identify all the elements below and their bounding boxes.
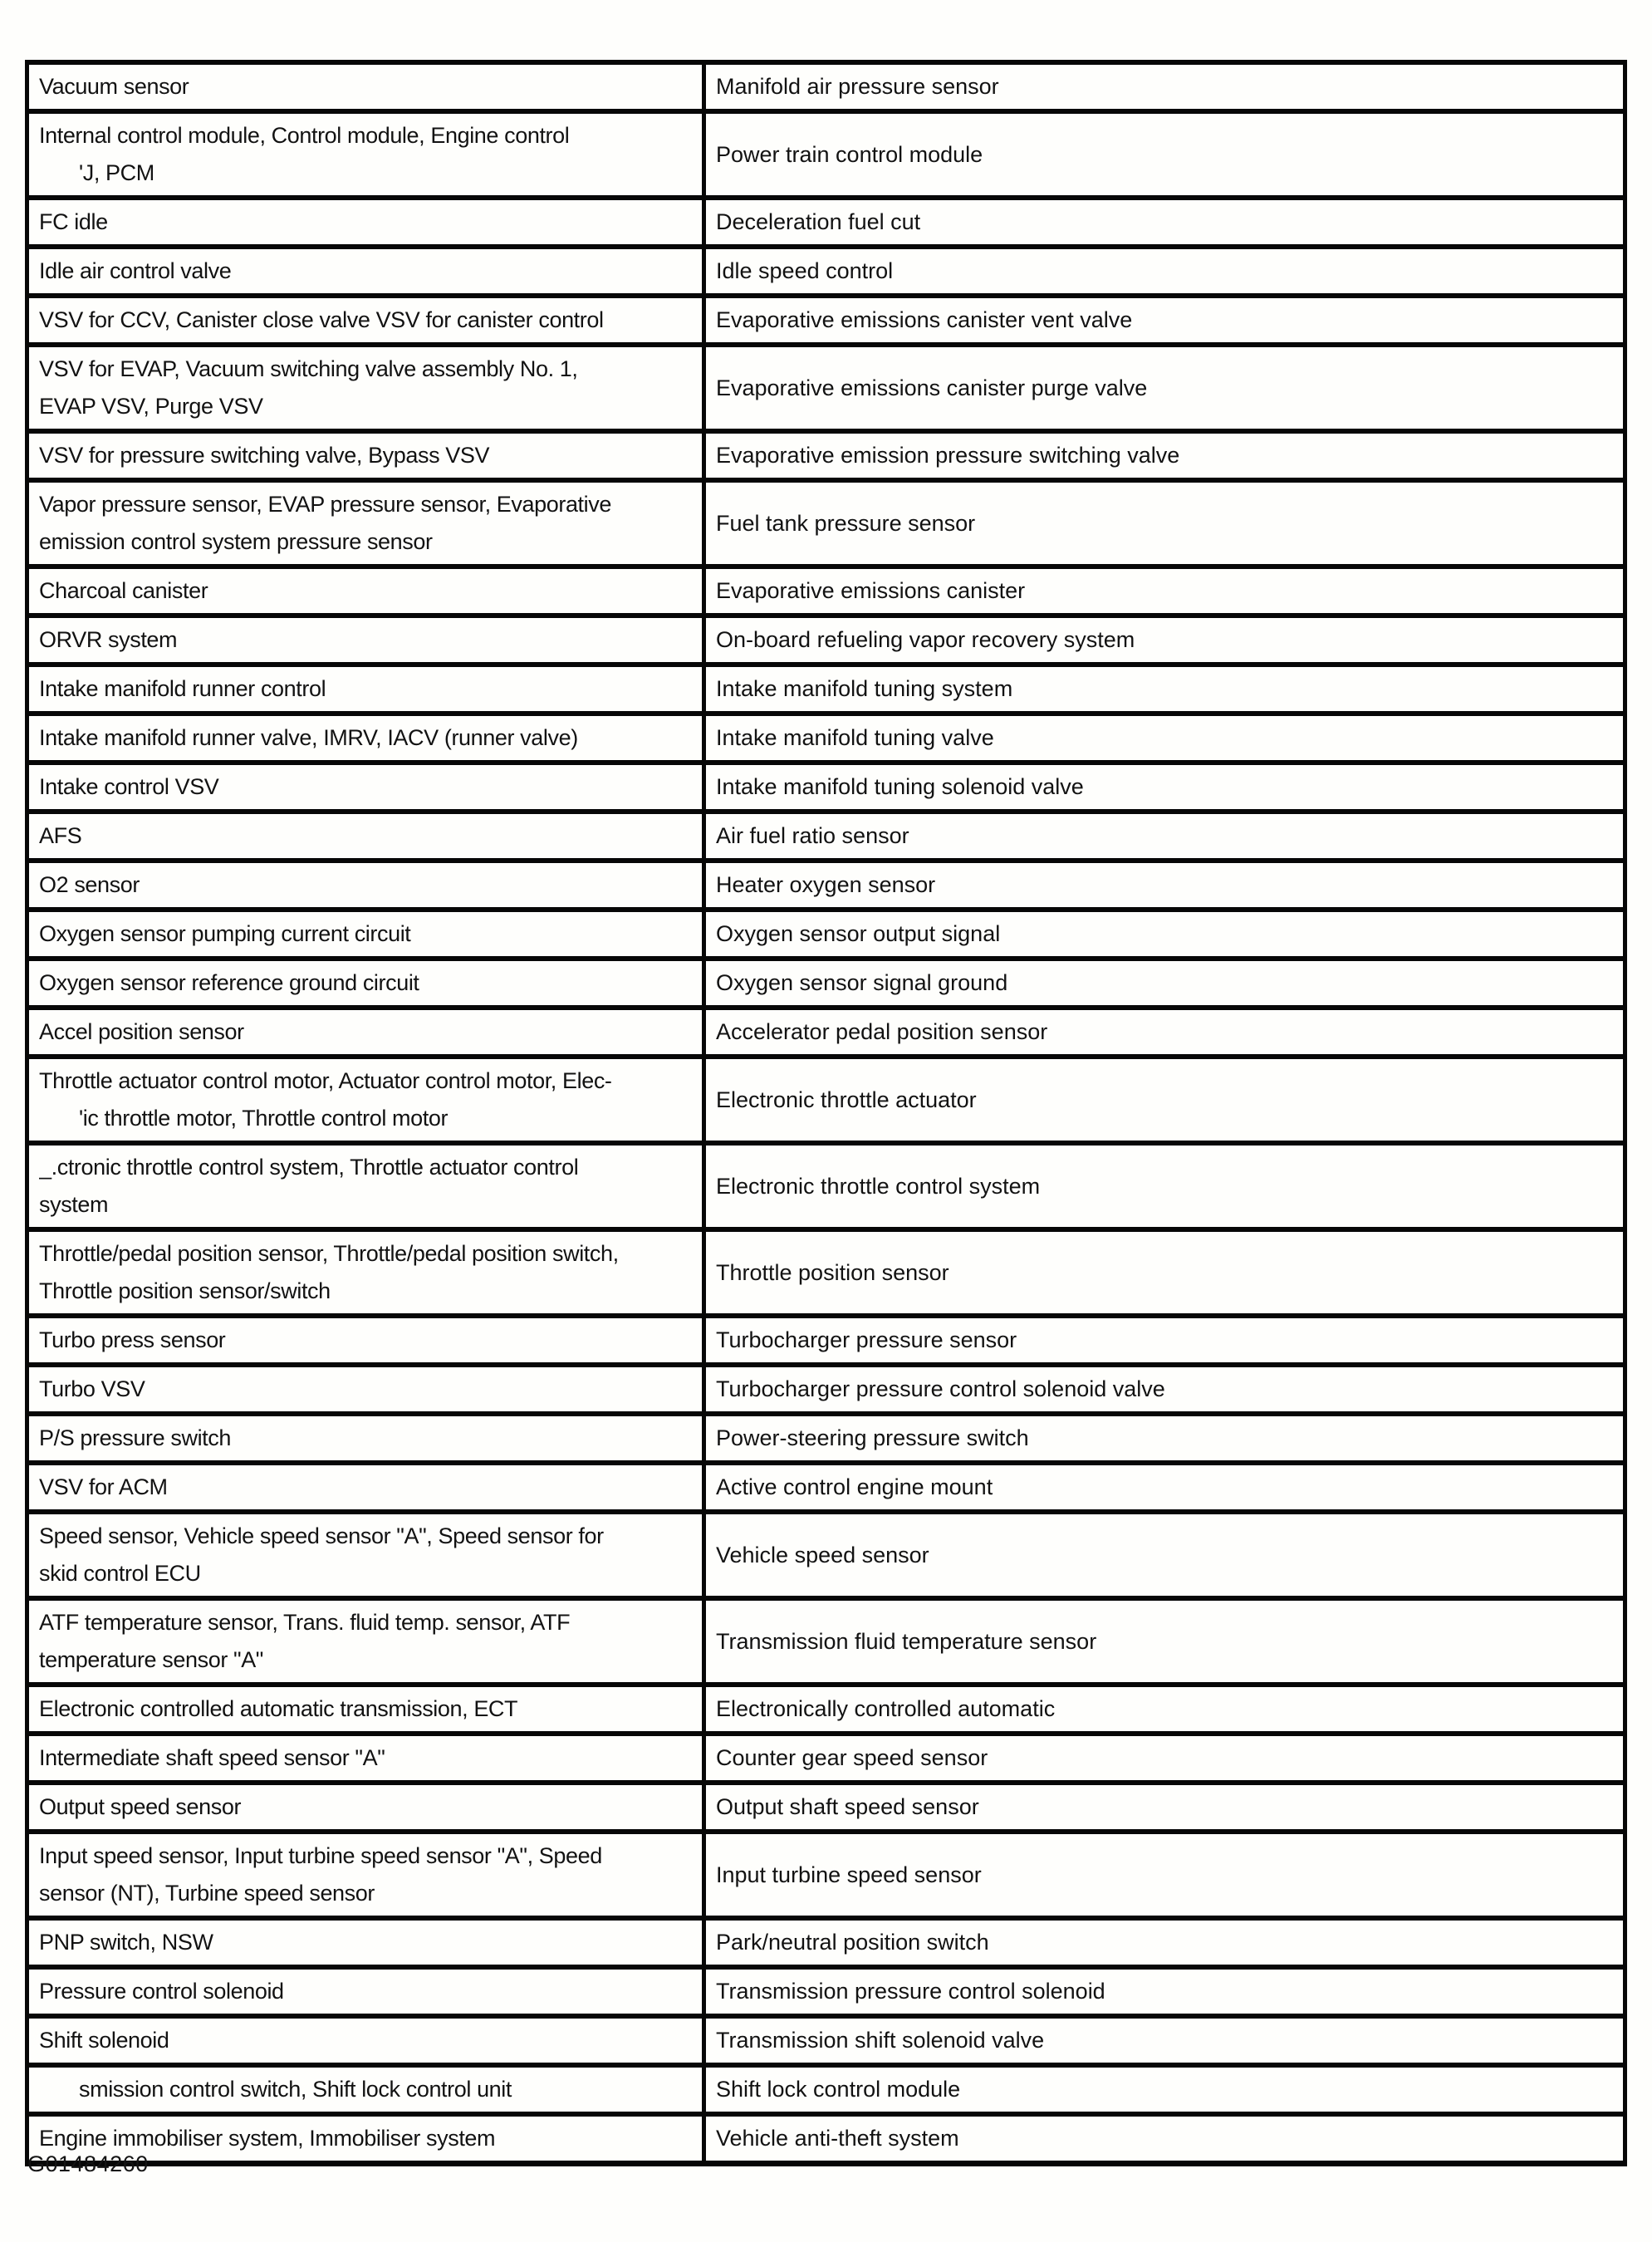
standard-term-cell — [706, 2019, 1623, 2063]
alternate-term-cell — [29, 1514, 706, 1596]
term-line: Oxygen sensor signal ground — [716, 970, 1008, 995]
table-row — [29, 618, 1623, 667]
term-line: Fuel tank pressure sensor — [716, 510, 976, 536]
alternate-term-cell — [29, 114, 706, 195]
term-line: Transmission shift solenoid valve — [716, 2028, 1045, 2053]
table-row — [29, 200, 1623, 249]
term-line: Evaporative emissions canister purge valve — [716, 375, 1148, 400]
term-line: Throttle actuator control motor, Actuator control motor, Elec- — [39, 1068, 612, 1093]
term-line: Intake manifold runner control — [39, 676, 326, 701]
term-line: FC idle — [39, 209, 108, 234]
alternate-term-cell — [29, 1687, 706, 1731]
term-line: Accelerator pedal position sensor — [716, 1019, 1048, 1044]
term-line: Power train control module — [716, 141, 983, 167]
alternate-term-cell — [29, 1736, 706, 1780]
term-line: PNP switch, NSW — [39, 1930, 213, 1955]
table-row — [29, 569, 1623, 618]
alternate-term-cell — [29, 1318, 706, 1362]
term-line: Output speed sensor — [39, 1794, 242, 1819]
figure-code: G01484260 — [27, 2151, 149, 2176]
table-row — [29, 1601, 1623, 1687]
term-line: Vehicle speed sensor — [716, 1542, 929, 1567]
alternate-term-cell — [29, 2019, 706, 2063]
term-line: Park/neutral position switch — [716, 1930, 989, 1955]
term-line: Turbocharger pressure sensor — [716, 1327, 1017, 1352]
term-line: Output shaft speed sensor — [716, 1794, 979, 1819]
alternate-term-cell — [29, 912, 706, 956]
alternate-term-cell — [29, 569, 706, 613]
term-line: Vehicle anti-theft system — [716, 2126, 959, 2151]
standard-term-cell — [706, 716, 1623, 760]
term-line: Turbo press sensor — [39, 1327, 226, 1352]
alternate-term-cell — [29, 961, 706, 1005]
term-line: temperature sensor "A" — [39, 1647, 263, 1672]
term-line: O2 sensor — [39, 872, 140, 897]
alternate-term-cell — [29, 1834, 706, 1916]
term-line: Active control engine mount — [716, 1474, 993, 1499]
standard-term-cell — [706, 1146, 1623, 1227]
term-line: Oxygen sensor pumping current circuit — [39, 921, 411, 946]
term-line: sensor (NT), Turbine speed sensor — [39, 1881, 375, 1906]
standard-term-cell — [706, 1970, 1623, 2014]
term-line: Input turbine speed sensor — [716, 1862, 982, 1887]
table-row — [29, 1921, 1623, 1970]
table-row — [29, 1146, 1623, 1232]
term-line: _.ctronic throttle control system, Throttle actuator control — [39, 1155, 579, 1180]
term-line: Intake manifold tuning system — [716, 676, 1013, 701]
term-line: Electronic throttle actuator — [716, 1087, 977, 1112]
term-line: Throttle/pedal position sensor, Throttle/pedal position switch, — [39, 1241, 619, 1266]
table-row — [29, 814, 1623, 863]
term-line: Deceleration fuel cut — [716, 209, 921, 234]
table-row — [29, 65, 1623, 114]
term-line: Heater oxygen sensor — [716, 872, 936, 897]
term-line: Turbo VSV — [39, 1376, 145, 1401]
term-line: Intake manifold runner valve, IMRV, IACV (runner valve) — [39, 725, 578, 750]
term-line: EVAP VSV, Purge VSV — [39, 394, 263, 419]
term-line: Intake manifold tuning valve — [716, 725, 994, 750]
standard-term-cell — [706, 1367, 1623, 1411]
standard-term-cell — [706, 1232, 1623, 1313]
alternate-term-cell — [29, 618, 706, 662]
term-line: emission control system pressure sensor — [39, 529, 433, 554]
term-line: Turbocharger pressure control solenoid valve — [716, 1376, 1165, 1401]
alternate-term-cell — [29, 483, 706, 564]
table-row — [29, 1687, 1623, 1736]
standard-term-cell — [706, 667, 1623, 711]
alternate-term-cell — [29, 200, 706, 244]
table-row — [29, 1736, 1623, 1785]
term-line: VSV for pressure switching valve, Bypass VSV — [39, 443, 490, 468]
term-line: Evaporative emission pressure switching valve — [716, 443, 1180, 468]
term-line: Shift solenoid — [39, 2028, 169, 2053]
alternate-term-cell — [29, 347, 706, 429]
standard-term-cell — [706, 298, 1623, 342]
standard-term-cell — [706, 249, 1623, 293]
alternate-term-cell — [29, 1232, 706, 1313]
term-line: Counter gear speed sensor — [716, 1745, 988, 1770]
standard-term-cell — [706, 1687, 1623, 1731]
standard-term-cell — [706, 765, 1623, 809]
table-row — [29, 1514, 1623, 1601]
term-line: Input speed sensor, Input turbine speed sensor "A", Speed — [39, 1843, 602, 1868]
standard-term-cell — [706, 347, 1623, 429]
standard-term-cell — [706, 114, 1623, 195]
table-row — [29, 2117, 1623, 2161]
term-line: Internal control module, Control module, Engine control — [39, 123, 570, 148]
term-line: Oxygen sensor reference ground circuit — [39, 970, 419, 995]
term-line: Speed sensor, Vehicle speed sensor "A", Speed sensor for — [39, 1523, 604, 1548]
alternate-term-cell — [29, 65, 706, 109]
alternate-term-cell — [29, 765, 706, 809]
term-line: On-board refueling vapor recovery system — [716, 627, 1135, 652]
standard-term-cell — [706, 1601, 1623, 1682]
term-line: VSV for ACM — [39, 1474, 168, 1499]
table-row — [29, 249, 1623, 298]
standard-term-cell — [706, 1514, 1623, 1596]
standard-term-cell — [706, 65, 1623, 109]
alternate-term-cell — [29, 814, 706, 858]
term-line: 'J, PCM — [79, 160, 154, 185]
term-line: Throttle position sensor — [716, 1259, 949, 1285]
standard-term-cell — [706, 1318, 1623, 1362]
standard-term-cell — [706, 1059, 1623, 1141]
term-line: Engine immobiliser system, Immobiliser system — [39, 2126, 496, 2151]
table-row — [29, 1834, 1623, 1921]
table-row — [29, 2019, 1623, 2068]
term-line: Intake control VSV — [39, 774, 219, 799]
table-row — [29, 1465, 1623, 1514]
table-row — [29, 434, 1623, 483]
term-line: P/S pressure switch — [39, 1425, 231, 1450]
term-line: AFS — [39, 823, 82, 848]
term-line: VSV for EVAP, Vacuum switching valve assembly No. 1, — [39, 356, 578, 381]
alternate-term-cell — [29, 716, 706, 760]
alternate-term-cell — [29, 1010, 706, 1054]
term-line: Throttle position sensor/switch — [39, 1278, 331, 1303]
term-line: smission control switch, Shift lock control unit — [79, 2077, 512, 2102]
standard-term-cell — [706, 618, 1623, 662]
table-row — [29, 716, 1623, 765]
term-line: 'ic throttle motor, Throttle control motor — [79, 1106, 449, 1131]
term-line: Intermediate shaft speed sensor "A" — [39, 1745, 385, 1770]
standard-term-cell — [706, 1465, 1623, 1509]
term-line: Idle air control valve — [39, 258, 232, 283]
term-line: Power-steering pressure switch — [716, 1425, 1029, 1450]
table-row — [29, 765, 1623, 814]
table-row — [29, 2068, 1623, 2117]
term-line: VSV for CCV, Canister close valve VSV for canister control — [39, 307, 604, 332]
alternate-term-cell — [29, 1416, 706, 1460]
term-line: Evaporative emissions canister — [716, 578, 1026, 603]
table-row — [29, 347, 1623, 434]
standard-term-cell — [706, 200, 1623, 244]
terminology-table — [25, 60, 1627, 2166]
term-line: system — [39, 1192, 109, 1217]
alternate-term-cell — [29, 1367, 706, 1411]
standard-term-cell — [706, 483, 1623, 564]
table-row — [29, 912, 1623, 961]
standard-term-cell — [706, 1834, 1623, 1916]
term-line: Vapor pressure sensor, EVAP pressure sensor, Evaporative — [39, 492, 611, 517]
standard-term-cell — [706, 569, 1623, 613]
term-line: Intake manifold tuning solenoid valve — [716, 774, 1084, 799]
alternate-term-cell — [29, 249, 706, 293]
term-line: Electronically controlled automatic — [716, 1696, 1056, 1721]
term-line: Transmission fluid temperature sensor — [716, 1628, 1097, 1654]
alternate-term-cell — [29, 1465, 706, 1509]
table-row — [29, 961, 1623, 1010]
alternate-term-cell — [29, 1970, 706, 2014]
term-line: Evaporative emissions canister vent valve — [716, 307, 1133, 332]
term-line: Manifold air pressure sensor — [716, 74, 999, 99]
table-row — [29, 114, 1623, 200]
table-row — [29, 1318, 1623, 1367]
alternate-term-cell — [29, 2068, 706, 2112]
standard-term-cell — [706, 1921, 1623, 1965]
table-row — [29, 483, 1623, 569]
standard-term-cell — [706, 814, 1623, 858]
alternate-term-cell — [29, 667, 706, 711]
term-line: Electronic throttle control system — [716, 1173, 1041, 1199]
standard-term-cell — [706, 863, 1623, 907]
term-line: Transmission pressure control solenoid — [716, 1979, 1105, 2004]
term-line: Charcoal canister — [39, 578, 208, 603]
term-line: ORVR system — [39, 627, 178, 652]
table-row — [29, 1367, 1623, 1416]
term-line: Pressure control solenoid — [39, 1979, 284, 2004]
alternate-term-cell — [29, 1146, 706, 1227]
table-row — [29, 1232, 1623, 1318]
standard-term-cell — [706, 912, 1623, 956]
standard-term-cell — [706, 2117, 1623, 2161]
standard-term-cell — [706, 1010, 1623, 1054]
standard-term-cell — [706, 961, 1623, 1005]
alternate-term-cell — [29, 1059, 706, 1141]
table-row — [29, 863, 1623, 912]
alternate-term-cell — [29, 1921, 706, 1965]
term-line: Air fuel ratio sensor — [716, 823, 909, 848]
standard-term-cell — [706, 1785, 1623, 1829]
table-row — [29, 1970, 1623, 2019]
table-row — [29, 1010, 1623, 1059]
alternate-term-cell — [29, 863, 706, 907]
standard-term-cell — [706, 1736, 1623, 1780]
alternate-term-cell — [29, 1601, 706, 1682]
term-line: skid control ECU — [39, 1561, 201, 1586]
table-row — [29, 1416, 1623, 1465]
standard-term-cell — [706, 2068, 1623, 2112]
table-row — [29, 1785, 1623, 1834]
table-row — [29, 667, 1623, 716]
table-row — [29, 298, 1623, 347]
term-line: Shift lock control module — [716, 2077, 961, 2102]
term-line: Oxygen sensor output signal — [716, 921, 1001, 946]
alternate-term-cell — [29, 298, 706, 342]
term-line: Electronic controlled automatic transmission, ECT — [39, 1696, 518, 1721]
standard-term-cell — [706, 1416, 1623, 1460]
standard-term-cell — [706, 434, 1623, 478]
table-row — [29, 1059, 1623, 1146]
term-line: Vacuum sensor — [39, 74, 189, 99]
alternate-term-cell — [29, 434, 706, 478]
term-line: Accel position sensor — [39, 1019, 244, 1044]
term-line: Idle speed control — [716, 258, 894, 283]
alternate-term-cell — [29, 1785, 706, 1829]
term-line: ATF temperature sensor, Trans. fluid temp. sensor, ATF — [39, 1610, 571, 1635]
